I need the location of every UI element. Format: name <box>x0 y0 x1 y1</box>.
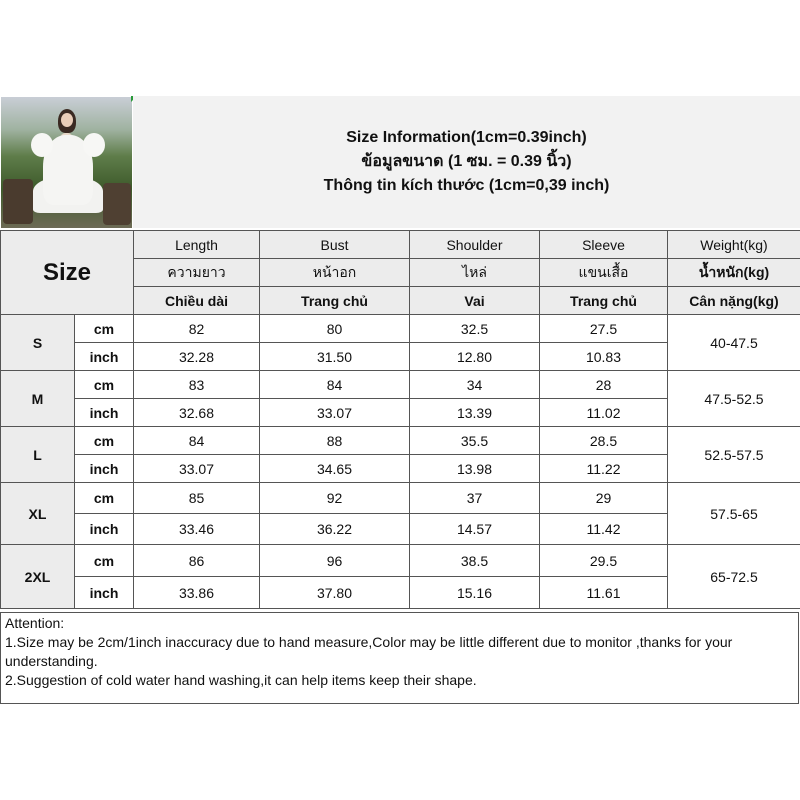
table-row <box>1 371 800 399</box>
cell-sleeve: 29 <box>540 483 668 514</box>
cell-length: 33.46 <box>134 514 260 545</box>
cell-bust: 37.80 <box>260 577 410 609</box>
size-label: M <box>1 371 75 427</box>
col-shoulder-th: ไหล่ <box>410 259 540 287</box>
notes-line-1: 1.Size may be 2cm/1inch inaccuracy due to hand measure,Color may be little different due to monitor ,thanks for your understanding. <box>5 634 733 669</box>
size-header: Size <box>1 231 134 315</box>
cell-shoulder: 12.80 <box>410 343 540 371</box>
col-bust-th: หน้าอก <box>260 259 410 287</box>
plant-pot-right <box>103 183 131 225</box>
size-table <box>0 230 800 609</box>
cell-shoulder: 14.57 <box>410 514 540 545</box>
cell-shoulder: 38.5 <box>410 545 540 577</box>
puff-sleeve-right <box>83 133 105 157</box>
size-label: L <box>1 427 75 483</box>
col-weight-vi: Cân nặng(kg) <box>668 287 800 315</box>
unit-inch: inch <box>75 577 134 609</box>
cell-shoulder: 35.5 <box>410 427 540 455</box>
title-thai: ข้อมูลขนาด (1 ซม. = 0.39 นิ้ว) <box>361 153 572 170</box>
plant-pot-left <box>3 179 33 224</box>
cell-length: 33.07 <box>134 455 260 483</box>
unit-cm: cm <box>75 545 134 577</box>
cell-sleeve: 11.02 <box>540 399 668 427</box>
unit-cm: cm <box>75 371 134 399</box>
table-row <box>1 427 800 455</box>
cell-bust: 36.22 <box>260 514 410 545</box>
unit-cm: cm <box>75 483 134 514</box>
cell-length: 83 <box>134 371 260 399</box>
cell-shoulder: 37 <box>410 483 540 514</box>
cell-weight: 57.5-65 <box>668 483 800 545</box>
title-english: Size Information(1cm=0.39inch) <box>346 129 587 146</box>
cell-sleeve: 27.5 <box>540 315 668 343</box>
col-length-th: ความยาว <box>134 259 260 287</box>
cell-weight: 47.5-52.5 <box>668 371 800 427</box>
product-photo <box>1 97 132 228</box>
cell-length: 85 <box>134 483 260 514</box>
cell-bust: 33.07 <box>260 399 410 427</box>
attention-notes <box>0 612 799 704</box>
cell-length: 82 <box>134 315 260 343</box>
cell-sleeve: 11.42 <box>540 514 668 545</box>
cell-weight: 40-47.5 <box>668 315 800 371</box>
cell-sleeve: 28.5 <box>540 427 668 455</box>
cell-bust: 92 <box>260 483 410 514</box>
unit-cm: cm <box>75 427 134 455</box>
cell-bust: 31.50 <box>260 343 410 371</box>
cell-sleeve: 28 <box>540 371 668 399</box>
cell-shoulder: 34 <box>410 371 540 399</box>
size-label: 2XL <box>1 545 75 609</box>
cell-bust: 34.65 <box>260 455 410 483</box>
notes-line-2: 2.Suggestion of cold water hand washing,it can help items keep their shape. <box>5 672 477 688</box>
col-shoulder-vi: Vai <box>410 287 540 315</box>
puff-sleeve-left <box>31 133 53 157</box>
col-sleeve-th: แขนเสื้อ <box>540 259 668 287</box>
cell-length: 86 <box>134 545 260 577</box>
col-length-en: Length <box>134 231 260 259</box>
header <box>0 96 800 230</box>
table-row <box>1 483 800 514</box>
size-label: S <box>1 315 75 371</box>
cell-sleeve: 11.61 <box>540 577 668 609</box>
cell-bust: 80 <box>260 315 410 343</box>
table-row <box>1 545 800 577</box>
model-face <box>61 113 73 127</box>
cell-weight: 65-72.5 <box>668 545 800 609</box>
cell-length: 84 <box>134 427 260 455</box>
cell-bust: 88 <box>260 427 410 455</box>
cell-weight: 52.5-57.5 <box>668 427 800 483</box>
cell-shoulder: 32.5 <box>410 315 540 343</box>
unit-inch: inch <box>75 455 134 483</box>
unit-inch: inch <box>75 399 134 427</box>
col-bust-vi: Trang chủ <box>260 287 410 315</box>
size-label: XL <box>1 483 75 545</box>
unit-inch: inch <box>75 343 134 371</box>
col-bust-en: Bust <box>260 231 410 259</box>
cell-shoulder: 13.98 <box>410 455 540 483</box>
table-row <box>1 315 800 343</box>
cell-shoulder: 15.16 <box>410 577 540 609</box>
col-sleeve-en: Sleeve <box>540 231 668 259</box>
cell-length: 32.28 <box>134 343 260 371</box>
unit-cm: cm <box>75 315 134 343</box>
cell-sleeve: 11.22 <box>540 455 668 483</box>
col-weight-en: Weight(kg) <box>668 231 800 259</box>
cell-shoulder: 13.39 <box>410 399 540 427</box>
notes-heading: Attention: <box>5 615 65 631</box>
cell-sleeve: 10.83 <box>540 343 668 371</box>
unit-inch: inch <box>75 514 134 545</box>
cell-bust: 84 <box>260 371 410 399</box>
col-sleeve-vi: Trang chủ <box>540 287 668 315</box>
cell-length: 32.68 <box>134 399 260 427</box>
col-length-vi: Chiều dài <box>134 287 260 315</box>
col-shoulder-en: Shoulder <box>410 231 540 259</box>
cell-sleeve: 29.5 <box>540 545 668 577</box>
title-box <box>133 96 800 228</box>
title-vietnamese: Thông tin kích thước (1cm=0,39 inch) <box>323 177 610 194</box>
col-weight-th: น้ำหนัก(kg) <box>668 259 800 287</box>
cell-bust: 96 <box>260 545 410 577</box>
cell-length: 33.86 <box>134 577 260 609</box>
